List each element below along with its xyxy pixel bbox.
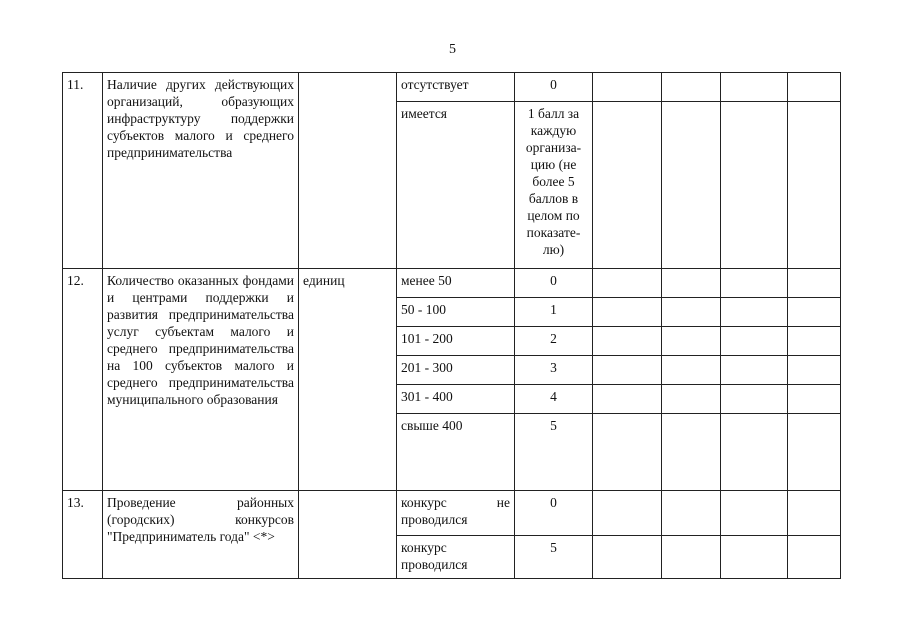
condition-cell: менее 50 [397, 269, 515, 298]
points-cell: 3 [515, 356, 593, 385]
points-cell: 1 [515, 298, 593, 327]
empty-cell [788, 327, 841, 356]
condition-cell: 301 - 400 [397, 385, 515, 414]
empty-cell [721, 102, 788, 269]
empty-cell [788, 491, 841, 536]
points-cell: 4 [515, 385, 593, 414]
empty-cell [662, 414, 721, 491]
empty-cell [662, 356, 721, 385]
empty-cell [721, 414, 788, 491]
empty-cell [788, 385, 841, 414]
empty-cell [662, 298, 721, 327]
unit-cell: единиц [299, 269, 397, 491]
empty-cell [721, 327, 788, 356]
empty-cell [662, 269, 721, 298]
empty-cell [593, 385, 662, 414]
condition-cell: 201 - 300 [397, 356, 515, 385]
empty-cell [593, 102, 662, 269]
page-number: 5 [449, 42, 456, 57]
empty-cell [662, 536, 721, 579]
condition-cell: имеется [397, 102, 515, 269]
empty-cell [788, 536, 841, 579]
empty-cell [721, 385, 788, 414]
empty-cell [788, 73, 841, 102]
unit-cell [299, 491, 397, 579]
empty-cell [788, 356, 841, 385]
empty-cell [788, 269, 841, 298]
empty-cell [788, 102, 841, 269]
condition-cell: 50 - 100 [397, 298, 515, 327]
points-cell: 0 [515, 73, 593, 102]
condition-cell: свыше 400 [397, 414, 515, 491]
empty-cell [593, 73, 662, 102]
points-cell: 5 [515, 536, 593, 579]
points-cell: 5 [515, 414, 593, 491]
row-number: 12. [63, 269, 103, 491]
empty-cell [662, 491, 721, 536]
empty-cell [593, 356, 662, 385]
indicator-name: Проведение районных (городских) конкурсов "Предприниматель года" <*> [103, 491, 299, 579]
empty-cell [721, 536, 788, 579]
empty-cell [593, 298, 662, 327]
row-number: 13. [63, 491, 103, 579]
empty-cell [662, 385, 721, 414]
indicator-name: Количество оказанных фондами и центрами поддержки и развития предпринимательства услуг субъектам малого и среднего предпринимательства на 100 субъектов малого и среднего предпринимательства муниципального образования [103, 269, 299, 491]
table-row [63, 269, 841, 298]
table-row [63, 73, 841, 102]
indicator-name: Наличие других действующих организаций, образующих инфраструктуру поддержки субъектов малого и среднего предпринимательства [103, 73, 299, 269]
points-cell: 1 балл за каждую организа-цию (не более 5 баллов в целом по показате-лю) [515, 102, 593, 269]
empty-cell [593, 414, 662, 491]
condition-cell: 101 - 200 [397, 327, 515, 356]
points-cell: 0 [515, 491, 593, 536]
condition-cell: конкурс не проводился [397, 491, 515, 536]
row-number: 11. [63, 73, 103, 269]
empty-cell [788, 298, 841, 327]
empty-cell [593, 536, 662, 579]
empty-cell [721, 491, 788, 536]
empty-cell [593, 327, 662, 356]
empty-cell [721, 73, 788, 102]
condition-cell: конкурс проводился [397, 536, 515, 579]
condition-cell: отсутствует [397, 73, 515, 102]
points-cell: 0 [515, 269, 593, 298]
table-row [63, 491, 841, 536]
empty-cell [662, 73, 721, 102]
empty-cell [721, 298, 788, 327]
empty-cell [662, 327, 721, 356]
empty-cell [593, 269, 662, 298]
empty-cell [788, 414, 841, 491]
empty-cell [721, 269, 788, 298]
empty-cell [662, 102, 721, 269]
points-cell: 2 [515, 327, 593, 356]
empty-cell [721, 356, 788, 385]
unit-cell [299, 73, 397, 269]
empty-cell [593, 491, 662, 536]
criteria-table [62, 72, 841, 579]
